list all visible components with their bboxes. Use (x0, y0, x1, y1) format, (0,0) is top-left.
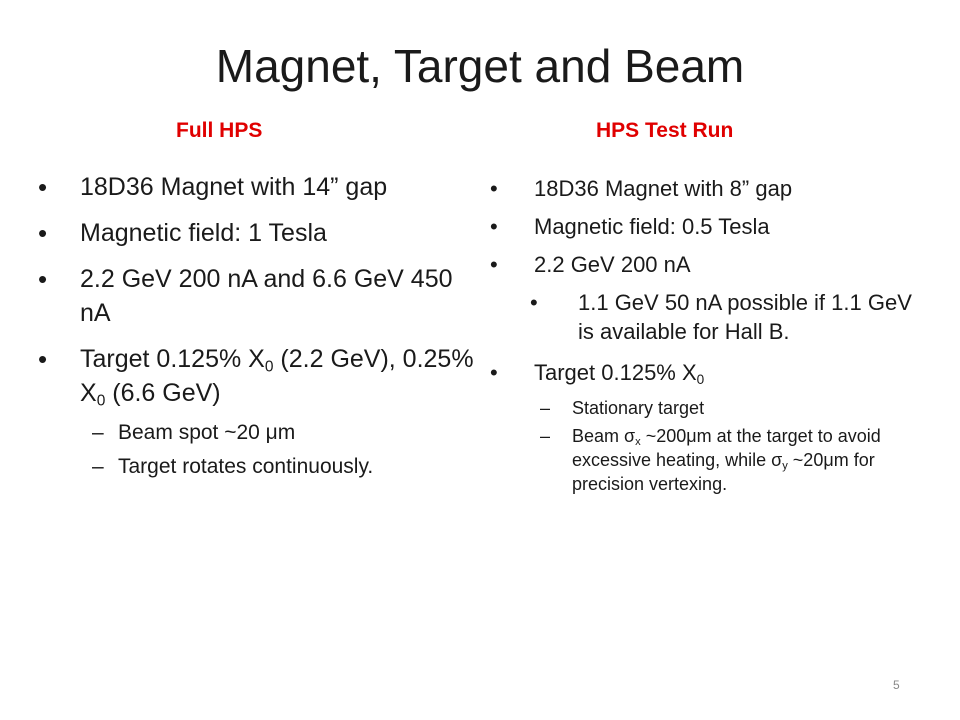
dash-text: Target rotates continuously. (118, 455, 374, 478)
bullet-dot-icon: • (38, 344, 48, 374)
bullet-item (38, 216, 478, 250)
bullet-text: Magnetic field: 0.5 Tesla (534, 214, 770, 239)
target-bullet (490, 358, 930, 388)
target-text: Target 0.125% $X_0$ (2.2 GeV), 0.25% $X_0$ (6.6 GeV) (80, 345, 474, 410)
bullet-item (38, 170, 478, 204)
dash-text: Beam spot ~20 μm (118, 421, 296, 444)
target-text: Target 0.125% $X_0$ (534, 360, 705, 387)
dash-item (490, 396, 930, 420)
dash-item (38, 418, 478, 448)
full-hps-column (38, 170, 478, 486)
bullet-dot-icon: • (490, 360, 498, 385)
bullet-dot-icon: • (38, 172, 48, 202)
page-number: 5 (893, 678, 900, 692)
sub-bullet-item (490, 288, 930, 346)
bullet-dot-icon: • (38, 264, 48, 294)
bullet-item (38, 262, 478, 330)
dash-icon: – (92, 455, 104, 478)
bullet-text: 18D36 Magnet with 8” gap (534, 176, 793, 201)
bullet-text: 18D36 Magnet with 14” gap (80, 173, 388, 201)
bullet-dot-icon: • (490, 214, 498, 239)
dash-item (38, 452, 478, 482)
bullet-dot-icon: • (490, 252, 498, 277)
dash-icon: – (92, 421, 104, 444)
dash-icon: – (540, 426, 551, 446)
hps-test-run-heading: HPS Test Run (596, 119, 734, 142)
hps-test-run-column (490, 174, 930, 500)
bullet-item (490, 212, 930, 242)
beam-dash-text: Beam $\sigma_x$ ~200μm at the target to avoid excessive heating, while $\sigma_y$ ~20μm for precision vertexing. (572, 426, 881, 494)
target-bullet (38, 342, 478, 410)
bullet-item (490, 250, 930, 280)
bullet-dot-icon: • (530, 290, 538, 315)
dash-icon: – (540, 398, 551, 418)
sub-bullet-text: 1.1 GeV 50 nA possible if 1.1 GeV is available for Hall B. (578, 290, 912, 344)
bullet-item (490, 174, 930, 204)
dash-item (490, 424, 930, 496)
bullet-text: 2.2 GeV 200 nA and 6.6 GeV 450 nA (80, 265, 453, 327)
full-hps-heading: Full HPS (176, 119, 263, 142)
bullet-text: Magnetic field: 1 Tesla (80, 219, 327, 247)
bullet-dot-icon: • (38, 218, 48, 248)
slide-title: Magnet, Target and Beam (215, 40, 745, 92)
dash-text: Stationary target (572, 398, 705, 418)
bullet-text: 2.2 GeV 200 nA (534, 252, 691, 277)
bullet-dot-icon: • (490, 176, 498, 201)
